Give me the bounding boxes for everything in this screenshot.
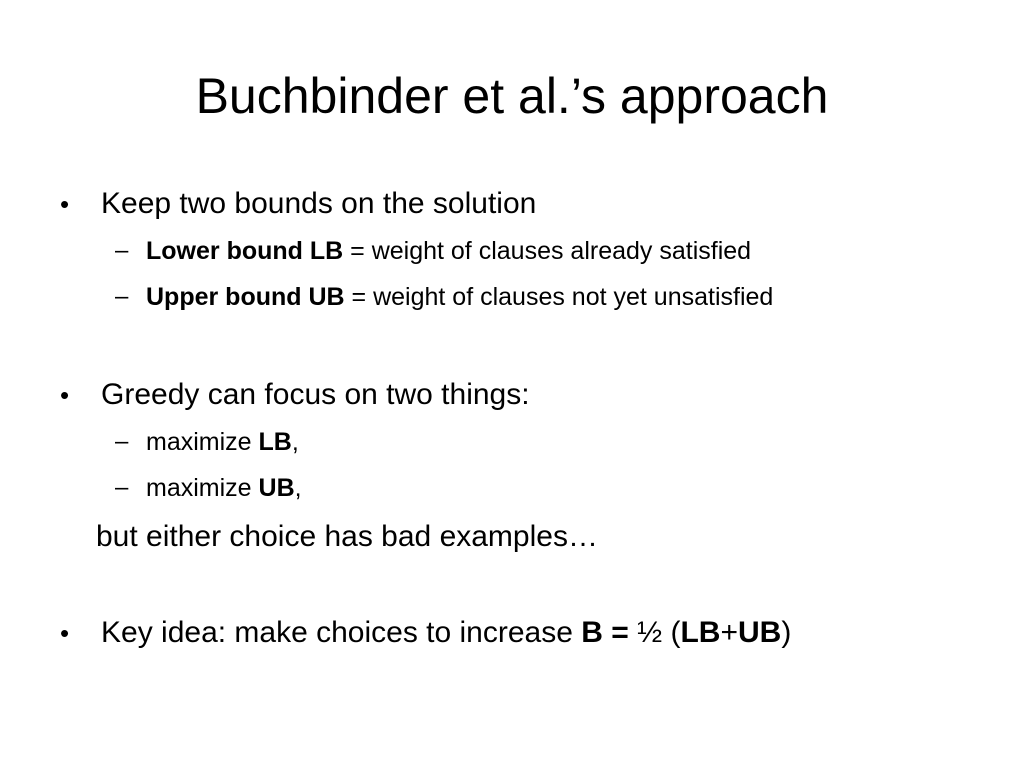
dash-marker: – xyxy=(115,474,129,501)
key-idea-text: Key idea: make choices to increase xyxy=(101,616,582,649)
bullet-marker: • xyxy=(60,618,70,648)
lower-bound-definition: = weight of clauses already satisfied xyxy=(343,237,752,265)
dash-marker: – xyxy=(115,237,129,264)
upper-bound-term: Upper bound UB xyxy=(146,283,345,311)
dash-marker: – xyxy=(115,283,129,310)
half-paren: ½ ( xyxy=(628,616,681,649)
bullet-marker: • xyxy=(60,380,70,410)
maximize-label: maximize xyxy=(146,474,259,502)
sub-bullet-lower-bound xyxy=(146,236,751,266)
close-paren: ) xyxy=(781,616,792,649)
lower-bound-term: Lower bound LB xyxy=(146,237,344,265)
b-equals-term: B = xyxy=(581,616,629,649)
ub-term: UB xyxy=(738,616,782,649)
lb-term: LB xyxy=(258,428,292,456)
bullet-key-idea xyxy=(101,615,791,651)
plus-sign: + xyxy=(720,616,738,649)
ub-term: UB xyxy=(258,474,295,502)
comma: , xyxy=(291,428,299,456)
sub-bullet-maximize-lb xyxy=(146,427,299,457)
comma: , xyxy=(294,474,302,502)
slide-title: Buchbinder et al.’s approach xyxy=(195,68,829,124)
bullet-greedy-focus: Greedy can focus on two things: xyxy=(101,378,530,411)
dash-marker: – xyxy=(115,428,129,455)
upper-bound-definition: = weight of clauses not yet unsatisfied xyxy=(344,283,774,311)
sub-bullet-upper-bound xyxy=(146,282,773,312)
sub-bullet-maximize-ub xyxy=(146,473,302,503)
bullet-keep-two-bounds: Keep two bounds on the solution xyxy=(101,187,537,220)
continuation-text: but either choice has bad examples… xyxy=(96,520,598,553)
maximize-label: maximize xyxy=(146,428,259,456)
lb-term: LB xyxy=(680,616,721,649)
bullet-marker: • xyxy=(60,189,70,219)
